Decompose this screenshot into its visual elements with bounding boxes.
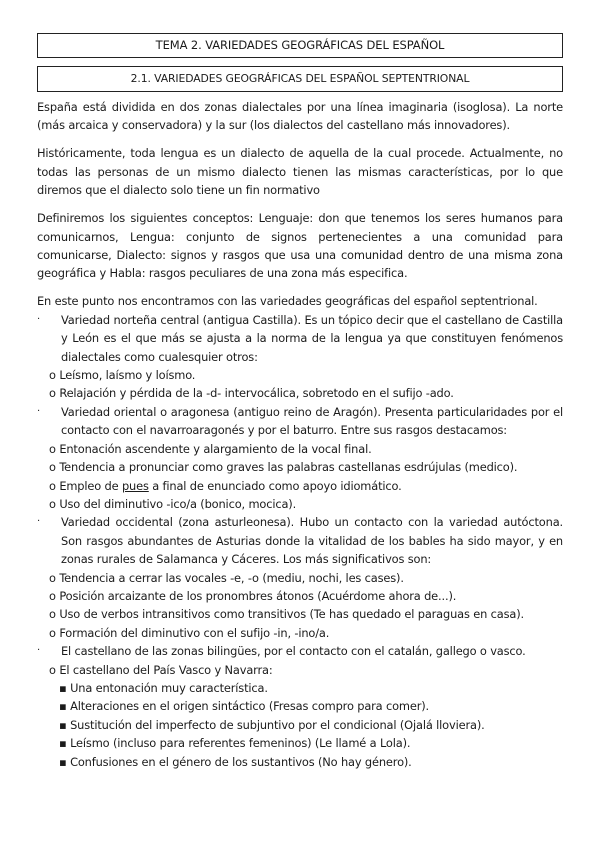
sub-item: o Uso de verbos intransitivos como transitivos (Te has quedado el paraguas en casa). [49,607,524,622]
sub-item: o Entonación ascendente y alargamiento de la vocal final. [49,441,372,456]
section-title: 2.1. VARIEDADES GEOGRÁFICAS DEL ESPAÑOL SEPTENTRIONAL [37,66,563,92]
bullet-dot: · [37,516,41,528]
sub-item: o Tendencia a cerrar las vocales -e, -o (mediu, nochi, les cases). [49,570,404,585]
sub-sub-item: ▪ Una entonación muy característica. [59,680,268,695]
sub-item: o Tendencia a pronunciar como graves las palabras castellanas esdrújulas (medico). [49,460,518,475]
list-item-bilingue: · El castellano de las zonas bilingües, por el contacto con el catalán, gallego o vasco. [37,642,563,660]
underlined-word: pues [121,478,149,493]
paragraph-conceptos: Definiremos los siguientes conceptos: Lenguaje: don que tenemos los seres humanos para comunicarnos, Lengua: conjunto de signos pertenecientes a una comunidad para comunicarse, Dialecto: signos y rasgos que usa una comunidad dentro de una misma zona geográfica y Habla: rasgos peculiares de una zona más especifica. [37,211,563,281]
document-body [37,98,563,771]
bullet-dot: · [37,645,41,657]
sub-item: o Formación del diminutivo con el sufijo -in, -ino/a. [49,625,330,640]
sub-sub-item: ▪ Leísmo (incluso para referentes femeninos) (Le llamé a Lola). [59,736,411,751]
sub-sub-item: ▪ Confusiones en el género de los sustantivos (No hay género). [59,754,412,769]
intro-line: En este punto nos encontramos con las variedades geográficas del español septentrional. [37,294,538,309]
sub-sub-item: ▪ Sustitución del imperfecto de subjuntivo por el condicional (Ojalá lloviera). [59,717,485,732]
sub-item: o Leísmo, laísmo y loísmo. [49,368,196,383]
list-item-oriental: · Variedad oriental o aragonesa (antiguo reino de Aragón). Presenta particularidades por el contacto con el navarroaragonés y por el baturro. Entre sus rasgos destacamos: [37,404,563,438]
sub-item: o Posición arcaizante de los pronombres átonos (Acuérdome ahora de...). [49,588,457,603]
paragraph-dialecto: Históricamente, toda lengua es un dialecto de aquella de la cual procede. Actualmente, no todas las personas de un mismo dialecto tienen las mismas características, por lo que diremos que el dialecto solo tiene un fin normativo [37,146,563,198]
bullet-dot: · [37,405,41,417]
sub-sub-item: ▪ Alteraciones en el origen sintáctico (Fresas compro para comer). [59,699,430,714]
bullet-dot: · [37,313,41,325]
sub-item: o Uso del diminutivo -ico/a (bonico, mocica). [49,496,297,511]
paragraph-isoglosa: España está dividida en dos zonas dialectales por una línea imaginaria (isoglosa). La norte (más arcaica y conservadora) y la sur (los dialectos del castellano más innovadores). [37,100,563,133]
sub-item: o Relajación y pérdida de la -d- intervocálica, sobretodo en el sufijo -ado. [49,386,454,401]
list-item-occidental: · Variedad occidental (zona asturleonesa). Hubo un contacto con la variedad autóctona. Son rasgos abundantes de Asturias donde la vitalidad de los bables ha sido mayor, y en zonas rurales de Salamanca y Cáceres. Los más significativos son: [37,515,563,567]
sub-item: o El castellano del País Vasco y Navarra: [49,662,273,677]
list-item-norte: · Variedad norteña central (antigua Castilla). Es un tópico decir que el castellano de Castilla y León es el que más se ajusta a la norma de la lengua ya que constituyen fenómenos dialectales como cualesquier otros: [37,312,564,364]
page-title: TEMA 2. VARIEDADES GEOGRÁFICAS DEL ESPAÑOL [37,33,563,58]
sub-item: o Empleo de pues a final de enunciado como apoyo idiomático. [49,478,402,493]
